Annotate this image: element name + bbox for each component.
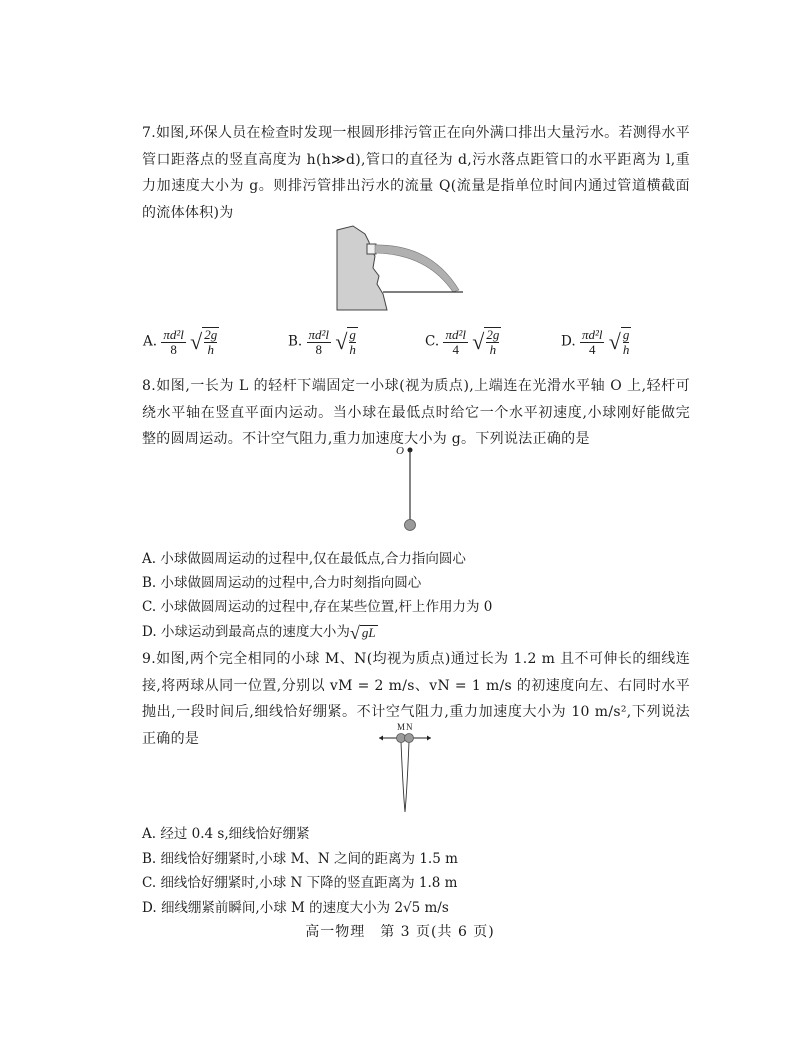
question-8-text: 如图,一长为 L 的轻杆下端固定一小球(视为质点),上端连在光滑水平轴 O 上,轻杆可绕水平轴在竖直平面内运动。当小球在最低点时给它一个水平初速度,小球刚好能做完整的圆周运动。不计空气阻力,重力加速度大小为 g。下列说法正确的是 xyxy=(142,378,690,447)
ball-n xyxy=(405,734,414,743)
ball-label-m: M xyxy=(397,722,406,732)
drain-pipe-figure xyxy=(335,224,463,314)
q9-option-d[interactable]: D. 细线绷紧前瞬间,小球 M 的速度大小为 2√5 m/s xyxy=(142,900,449,916)
pipe-outlet xyxy=(367,244,376,254)
question-7-text: 如图,环保人员在检查时发现一根圆形排污管正在向外满口排出大量污水。若测得水平管口距落点的竖直高度为 h(h≫d),管口的直径为 d,污水落点距管口的水平距离为 l,重力加速度大小为 g。则排污管排出污水的流量 Q(流量是指单位时间内通过管道横截面的流体体积)为 xyxy=(142,125,690,221)
q8-option-c[interactable]: C. 小球做圆周运动的过程中,存在某些位置,杆上作用力为 0 xyxy=(142,599,493,615)
ball-label-n: N xyxy=(406,722,413,732)
q9-option-c[interactable]: C. 细线恰好绷紧时,小球 N 下降的竖直距离为 1.8 m xyxy=(142,875,458,891)
q7-option-b[interactable]: B. $\frac{\text{πd²l}}{8}$ √ $\frac{g}{h}$ xyxy=(288,326,356,357)
question-7-number: 7. xyxy=(142,125,156,141)
question-9-text: 如图,两个完全相同的小球 M、N(均视为质点)通过长为 1.2 m 且不可伸长的细线连接,将两球从同一位置,分别以 vM = 2 m/s、vN = 1 m/s 的初速度向左、右同时水平抛出,一段时间后,细线恰好绷紧。不计空气阻力,重力加速度大小为 10 m/s²,下列说法正确的是 xyxy=(142,651,690,747)
question-9-number: 9. xyxy=(142,651,156,667)
pivot-label-o: O xyxy=(396,445,404,457)
q7-option-c[interactable]: C. $\frac{\text{πd²l}}{4}$ √ $\frac{2g}{h}$ xyxy=(425,326,500,357)
rod-pendulum-figure xyxy=(390,440,430,540)
q7-option-a[interactable]: A. $\frac{\text{πd²l}}{8}$ √ $\frac{2g}{h}$ xyxy=(143,326,218,357)
two-balls-figure xyxy=(375,720,435,816)
small-ball xyxy=(405,520,416,531)
question-8-number: 8. xyxy=(142,378,156,394)
string-loop xyxy=(401,742,409,812)
q9-option-a[interactable]: A. 经过 0.4 s,细线恰好绷紧 xyxy=(142,826,310,842)
q9-option-b[interactable]: B. 细线恰好绷紧时,小球 M、N 之间的距离为 1.5 m xyxy=(142,851,458,867)
question-7-stem xyxy=(142,120,690,226)
q8-option-d[interactable]: D. 小球运动到最高点的速度大小为√ gL xyxy=(142,622,376,643)
q8-option-a[interactable]: A. 小球做圆周运动的过程中,仅在最低点,合力指向圆心 xyxy=(142,551,466,567)
page-footer: 高一物理 第 3 页(共 6 页) xyxy=(305,924,495,940)
q7-option-d[interactable]: D. $\frac{\text{πd²l}}{4}$ √ $\frac{g}{h}$ xyxy=(561,326,630,357)
q8-option-b[interactable]: B. 小球做圆周运动的过程中,合力时刻指向圆心 xyxy=(142,575,422,591)
